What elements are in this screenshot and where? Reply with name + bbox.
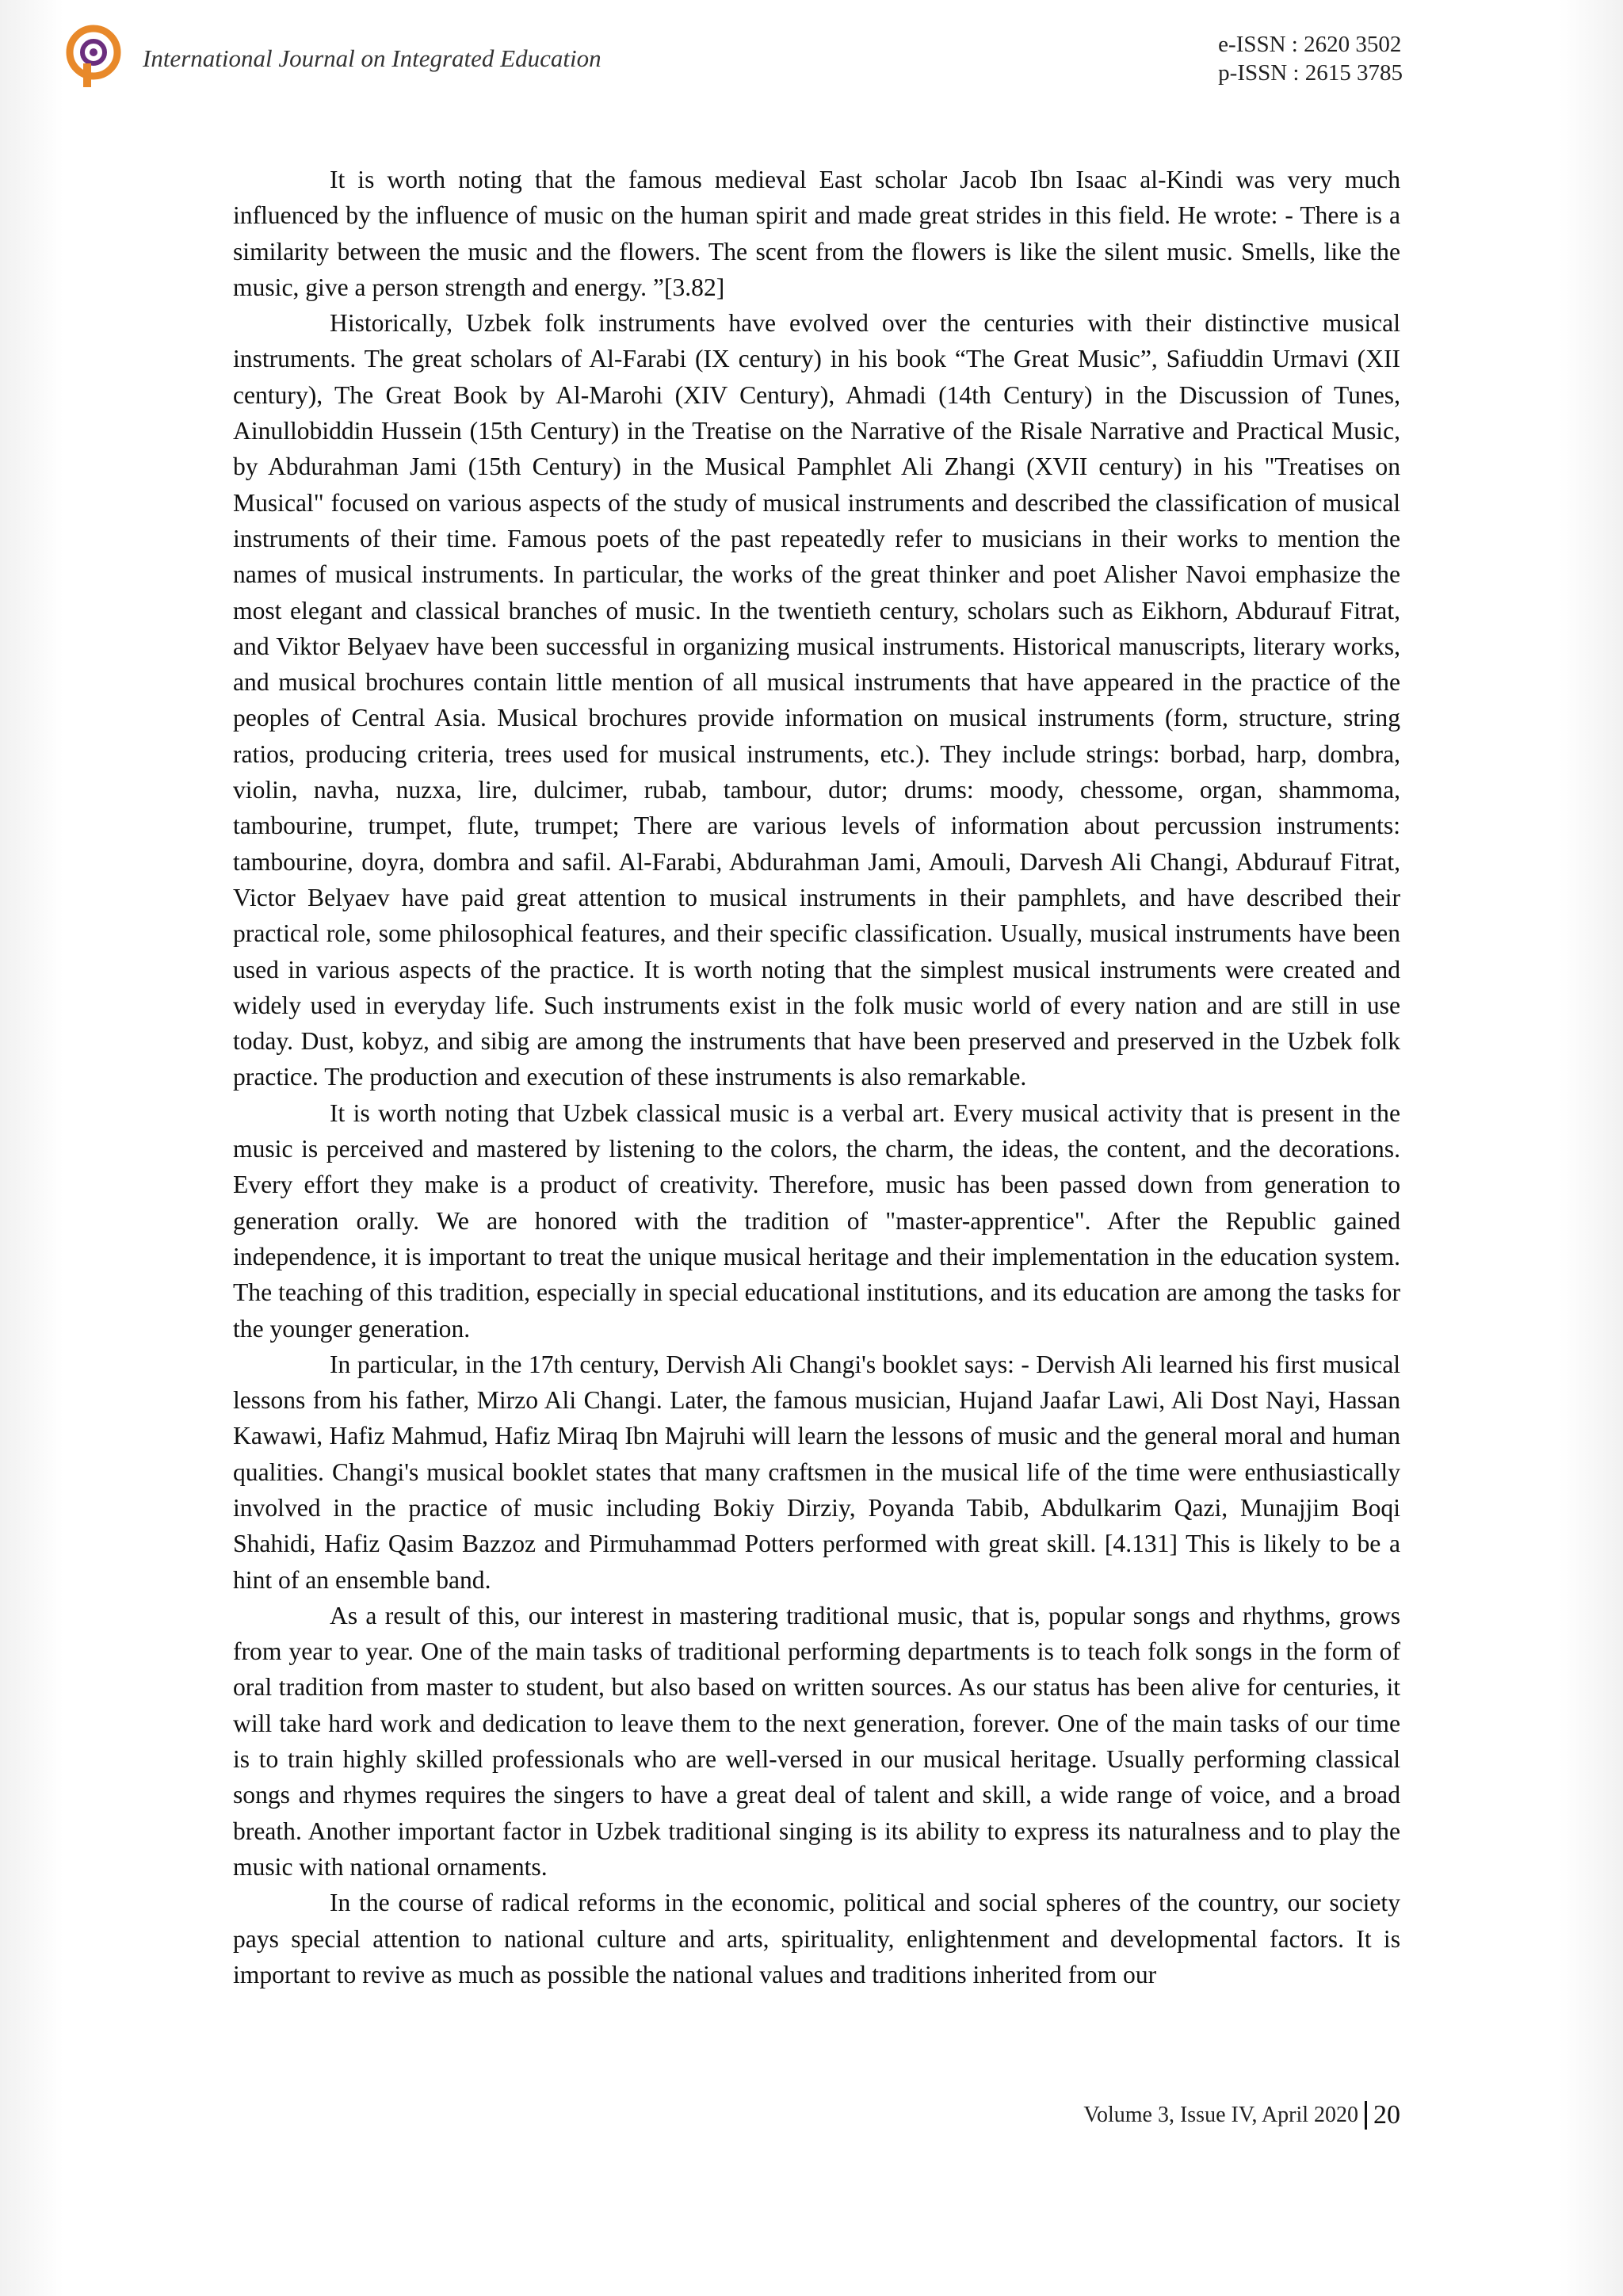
left-margin-shade (0, 0, 63, 2296)
paragraph: It is worth noting that the famous medieval East scholar Jacob Ibn Isaac al-Kindi was very much influenced by the influence of music on the human spirit and made great strides in this field. He wrote: - There is a similarity between the music and the flowers. The scent from the flowers is like the silent music. Smells, like the music, give a person strength and energy. ”[3.82] (233, 166, 1400, 301)
paragraph: As a result of this, our interest in mastering traditional music, that is, popular songs and rhythms, grows from year to year. One of the main tasks of traditional performing departments is to teach folk songs in the form of oral tradition from master to student, but also based on written sources. As our status has been alive for centuries, it will take hard work and dedication to leave them to the next generation, forever. One of the main tasks of our time is to train highly skilled professionals who are well-versed in our musical heritage. Usually performing classical songs and rhymes requires the singers to have a great deal of talent and skill, a wide range of voice, and a broad breath. Another important factor in Uzbek traditional singing is its ability to express its naturalness and to play the music with national ornaments. (233, 1601, 1400, 1881)
page-footer (1083, 2100, 1400, 2130)
page-number: 20 (1373, 2100, 1400, 2130)
paragraph: It is worth noting that Uzbek classical music is a verbal art. Every musical activity that is present in the music is perceived and mastered by listening to the colors, the charm, the ideas, the content, and the decorations. Every effort they make is a product of creativity. Therefore, music has been passed down from generation to generation orally. We are honored with the tradition of "master-apprentice". After the Republic gained independence, it is important to treat the unique musical heritage and their implementation in the education system. The teaching of this tradition, especially in special educational institutions, and its education are among the tasks for the younger generation. (233, 1098, 1400, 1343)
paragraph: In particular, in the 17th century, Dervish Ali Changi's booklet says: - Dervish Ali learned his first musical lessons from his father, Mirzo Ali Changi. Later, the famous musician, Hujand Jaafar Lawi, Ali Dost Nayi, Hassan Kawawi, Hafiz Mahmud, Hafiz Miraq Ibn Majruhi will learn the lessons of music and the general moral and human qualities. Changi's musical booklet states that many craftsmen in the musical life of the time were enthusiastically involved in the practice of music including Bokiy Dirziy, Poyanda Tabib, Abdulkarim Qazi, Munajjim Boqi Shahidi, Hafiz Qasim Bazzoz and Pirmuhammad Potters performed with great skill. [4.131] This is likely to be a hint of an ensemble band. (233, 1350, 1400, 1594)
footer-separator (1365, 2101, 1367, 2130)
paragraph: In the course of radical reforms in the economic, political and social spheres of the country, our society pays special attention to national culture and arts, spirituality, enlightenment and developmental factors. It is important to revive as much as possible the national values and traditions inherited from our (233, 1889, 1400, 1988)
journal-title: International Journal on Integrated Education (143, 44, 601, 72)
page-header (63, 22, 1403, 101)
paragraph: Historically, Uzbek folk instruments have evolved over the centuries with their distinctive musical instruments. The great scholars of Al-Farabi (IX century) in his book “The Great Music”, Safiuddin Urmavi (XII century), The Great Book by Al-Marohi (XIV Century), Ahmadi (14th Century) in the Discussion of Tunes, Ainullobiddin Hussein (15th Century) in the Treatise on the Narrative of the Risale Narrative and Practical Music, by Abdurahman Jami (15th Century) in the Musical Pamphlet Ali Zhangi (XVII century) in his "Treatises on Musical" focused on various aspects of the study of musical instruments and described the classification of musical instruments of their time. Famous poets of the past repeatedly refer to musicians in their works to mention the names of musical instruments. In particular, the works of the great thinker and poet Alisher Navoi emphasize the most elegant and classical branches of music. In the twentieth century, scholars such as Eikhorn, Abdurauf Fitrat, and Viktor Belyaev have been successful in organizing musical instruments. Historical manuscripts, literary works, and musical brochures contain little mention of all musical instruments that have appeared in the practice of the peoples of Central Asia. Musical brochures provide information on musical instruments (form, structure, string ratios, producing criteria, trees used for musical instruments, etc.). They include strings: borbad, harp, dombra, violin, navha, nuzxa, lire, dulcimer, rubab, tambour, dutor; drums: moody, chessome, organ, shammoma, tambourine, trumpet, flute, trumpet; There are various levels of information about percussion instruments: tambourine, doyra, dombra and safil. Al-Farabi, Abdurahman Jami, Amouli, Darvesh Ali Changi, Abdurauf Fitrat, Victor Belyaev have paid great attention to musical instruments in their pamphlets, and have described their practical role, some philosophical features, and their specific classification. Usually, musical instruments have been used in various aspects of the practice. It is worth noting that the simplest musical instruments were created and widely used in everyday life. Such instruments exist in the folk music world of every nation and are still in use today. Dust, kobyz, and sibig are among the instruments that have been preserved and preserved in the Uzbek folk practice. The production and execution of these instruments is also remarkable. (233, 309, 1400, 1091)
volume-info: Volume 3, Issue IV, April 2020 (1083, 2103, 1358, 2127)
eissn: e-ISSN : 2620 3502 (1218, 32, 1402, 57)
article-body (233, 162, 1400, 1992)
journal-logo-icon (63, 22, 127, 90)
issn-block (1218, 30, 1403, 87)
right-margin-shade (1560, 0, 1623, 2296)
pissn: p-ISSN : 2615 3785 (1218, 60, 1403, 86)
